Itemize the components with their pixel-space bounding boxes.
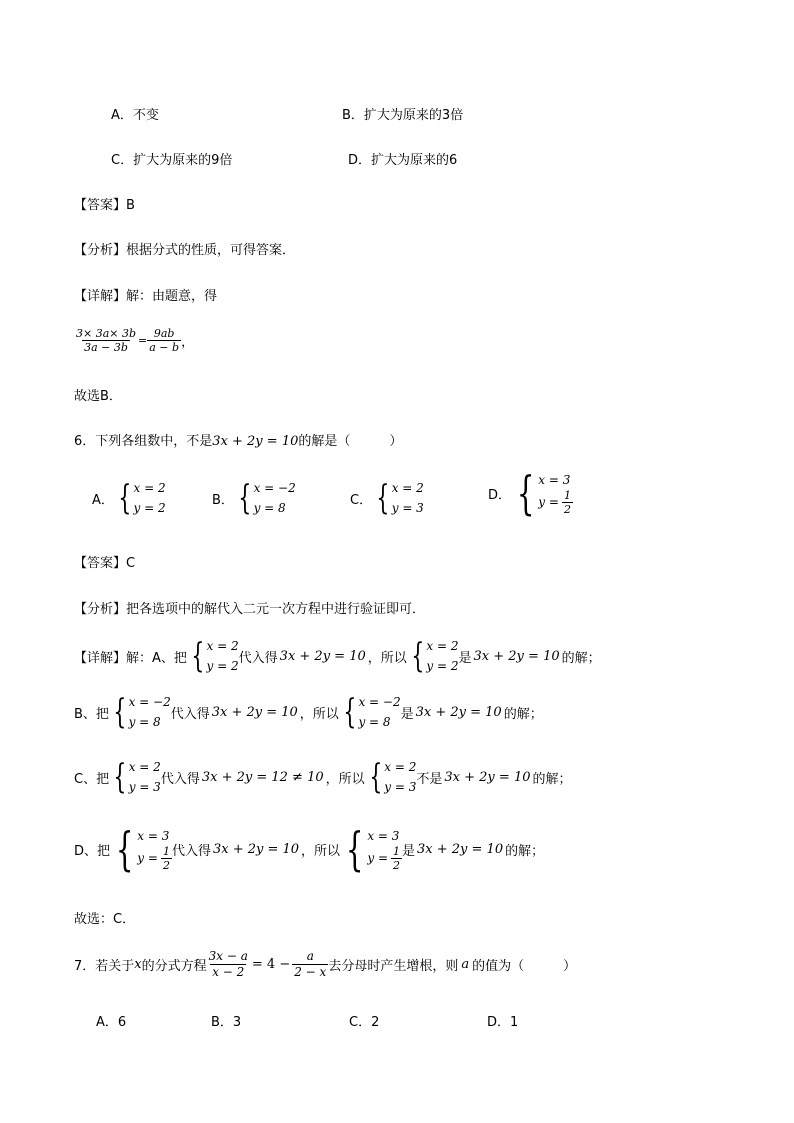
q6-detail-a-eq-2: 3x + 2y = 10 <box>473 648 560 664</box>
q6-option-b-system: { x = −2 y = 8 <box>238 478 296 518</box>
q6-detail-c-system-1: { x = 2 y = 3 <box>113 757 161 797</box>
q6-option-d <box>488 466 573 520</box>
q6-detail-d-eq-2: 3x + 2y = 10 <box>417 841 504 857</box>
q5-detail: 【详解】解：由题意，得 <box>74 289 218 304</box>
q6-detail-prefix: 【详解】解：A、把 <box>74 650 187 666</box>
q6-conclusion: 故选：C． <box>74 912 136 927</box>
q7-lhs-fraction: $\frac{3x - a}{x - 2}$ <box>208 949 248 979</box>
q6-detail-b-text-4: 的解； <box>503 706 543 722</box>
q6-option-c-system: { x = 2 y = 3 <box>376 478 424 518</box>
q7-option-c: C．2 <box>349 1015 380 1030</box>
q6-detail-b-eq-1: 3x + 2y = 10 <box>211 704 298 720</box>
q6-detail-a-text-1: 代入得 <box>238 650 278 666</box>
q6-detail-b-eq-2: 3x + 2y = 10 <box>415 704 502 720</box>
q6-detail-d-system-2: { x = 3 y = $\frac{1}{2}$ <box>345 822 400 876</box>
q6-detail-c-system-2: { x = 2 y = 3 <box>368 757 417 797</box>
q6-option-d-label: D． <box>488 487 512 503</box>
q5-equals: = <box>138 334 148 347</box>
q6-stem-equation: 3x + 2y = 10 <box>212 434 299 449</box>
q7-var-x: x <box>134 957 142 972</box>
q6-detail-c-text-3: 不是 <box>416 771 443 787</box>
q6-detail-a-text-3: 是 <box>458 650 472 666</box>
q7-stem <box>74 949 576 980</box>
q6-detail-c-text-1: 代入得 <box>160 771 200 787</box>
q6-detail-line-c <box>74 757 572 797</box>
q5-formula-comma: ， <box>181 335 195 350</box>
q7-stem-end: 的值为（ ） <box>472 959 577 974</box>
q6-detail-b-text-2: ，所以 <box>299 706 339 722</box>
q5-option-c: C．扩大为原来的9倍 <box>111 153 233 168</box>
q7-stem-prefix: 7．若关于 <box>74 959 135 974</box>
q6-detail-d-lead: D、把 <box>74 843 111 859</box>
q6-analysis: 【分析】把各选项中的解代入二元一次方程中进行验证即可． <box>74 602 426 617</box>
q6-detail-c-text-4: 的解； <box>532 771 572 787</box>
q5-analysis: 【分析】根据分式的性质，可得答案． <box>74 243 296 258</box>
q6-option-a-system: { x = 2 y = 2 <box>118 478 166 518</box>
q6-detail-b-system-1: { x = −2 y = 8 <box>113 692 171 732</box>
q6-detail-c-text-2: ，所以 <box>325 771 365 787</box>
q6-option-c <box>350 478 424 518</box>
q6-detail-d-text-3: 是 <box>402 843 416 859</box>
q6-detail-b-system-2: { x = −2 y = 8 <box>343 692 401 732</box>
q6-option-b <box>212 478 296 518</box>
q6-detail-d-text-1: 代入得 <box>171 843 211 859</box>
q5-formula-left <box>74 327 138 354</box>
q6-detail-a-text-2: ，所以 <box>367 650 407 666</box>
q6-detail-a-system-1: { x = 2 y = 2 <box>191 636 239 676</box>
q6-detail-d-text-4: 的解； <box>505 843 545 859</box>
q7-equals: = 4 − <box>251 957 291 972</box>
q6-detail-b-text-1: 代入得 <box>170 706 210 722</box>
q6-answer: 【答案】C <box>74 556 136 571</box>
q6-detail-line-d <box>74 822 545 876</box>
q6-stem-suffix: 的解是（ ） <box>298 434 403 449</box>
q6-stem <box>74 430 402 449</box>
q7-rhs-fraction: $\frac{a}{2 - x}$ <box>294 949 327 979</box>
q5-answer: 【答案】B <box>74 198 135 213</box>
q5-option-a: A．不变 <box>111 108 159 123</box>
q7-option-d: D．1 <box>487 1015 519 1030</box>
q6-detail-line-a <box>74 636 601 676</box>
q6-detail-line-b <box>74 692 543 732</box>
q6-detail-d-eq-1: 3x + 2y = 10 <box>212 841 300 857</box>
q6-detail-d-text-2: ，所以 <box>301 843 341 859</box>
q6-detail-c-eq-2: 3x + 2y = 10 <box>444 769 531 785</box>
q6-option-b-label: B． <box>212 492 234 508</box>
q5-left-numerator: 3× 3a× 3b <box>76 327 137 340</box>
q7-stem-mid: 的分式方程 <box>141 959 207 974</box>
q6-detail-a-system-2: { x = 2 y = 2 <box>411 636 459 676</box>
q6-detail-c-lead: C、把 <box>74 771 110 787</box>
q6-detail-d-system-1: { x = 3 y = $\frac{1}{2}$ <box>115 822 170 876</box>
q6-detail-b-text-3: 是 <box>400 706 414 722</box>
q6-option-c-label: C． <box>350 492 373 508</box>
q7-option-b: B．3 <box>211 1015 242 1030</box>
q5-option-d: D．扩大为原来的6 <box>348 153 458 168</box>
q7-var-a: a <box>461 957 470 972</box>
q5-formula <box>74 327 194 354</box>
q6-detail-c-eq-1: 3x + 2y = 12 ≠ 10 <box>201 769 324 785</box>
q6-stem-prefix: 6．下列各组数中，不是 <box>74 434 213 449</box>
q6-option-a <box>92 478 166 518</box>
q5-left-denominator: 3a − 3b <box>84 341 128 354</box>
q6-detail-a-text-4: 的解； <box>561 650 601 666</box>
q5-conclusion: 故选B． <box>74 389 122 404</box>
q6-option-d-system: { x = 3 y = $\frac{1}{2}$ <box>516 466 571 520</box>
q6-detail-b-lead: B、把 <box>74 706 109 722</box>
q5-formula-right <box>147 327 181 354</box>
q6-option-a-label: A． <box>92 492 114 508</box>
q6-detail-a-eq-1: 3x + 2y = 10 <box>279 648 366 664</box>
q7-stem-suffix: 去分母时产生增根，则 <box>328 959 459 974</box>
q7-option-a: A．6 <box>96 1015 127 1030</box>
q5-option-b: B．扩大为原来的3倍 <box>342 108 464 123</box>
q5-right-denominator: a − b <box>149 341 180 354</box>
q5-right-numerator: 9ab <box>153 327 175 340</box>
